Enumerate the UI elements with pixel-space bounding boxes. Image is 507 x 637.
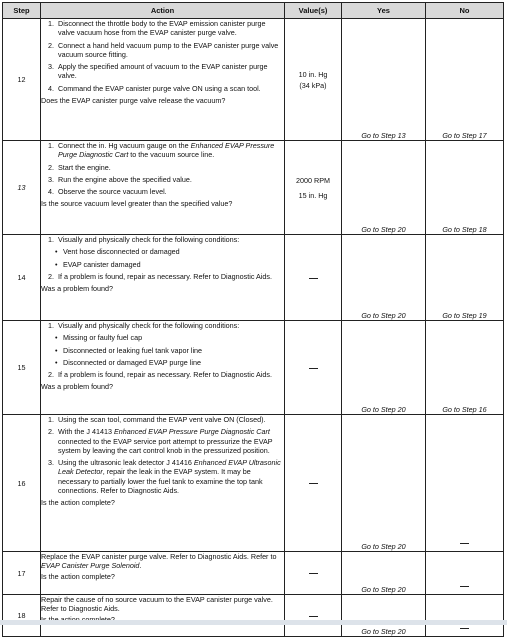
no-link[interactable]: Go to Step 16 bbox=[442, 405, 487, 414]
yes-link[interactable]: Go to Step 20 bbox=[361, 405, 406, 414]
value-cell: 2000 RPM 15 in. Hg bbox=[285, 141, 342, 235]
header-row bbox=[3, 3, 504, 19]
yes-cell bbox=[342, 415, 426, 552]
bottom-strip bbox=[0, 620, 507, 625]
action-text: Connect a hand held vacuum pump to the EVAP canister purge valve vacuum source fitting. bbox=[58, 40, 279, 59]
yes-cell bbox=[342, 552, 426, 595]
step-number: 13 bbox=[3, 141, 41, 235]
dash-mark bbox=[309, 278, 318, 279]
yes-link[interactable]: Go to Step 20 bbox=[361, 542, 406, 551]
bullet-item: Disconnected or damaged EVAP purge line bbox=[63, 357, 201, 367]
table-row bbox=[3, 19, 504, 141]
action-text: If a problem is found, repair as necessary. Refer to Diagnostic Aids. bbox=[58, 271, 272, 281]
yes-link[interactable]: Go to Step 20 bbox=[361, 585, 406, 594]
action-text: Command the EVAP canister purge valve ON using a scan tool. bbox=[58, 83, 261, 93]
question-text: Is the action complete? bbox=[41, 571, 115, 581]
no-cell bbox=[426, 235, 504, 321]
value-cell bbox=[285, 552, 342, 595]
dash-mark bbox=[309, 616, 318, 617]
table-row bbox=[3, 235, 504, 321]
bullet-item: EVAP canister damaged bbox=[63, 259, 141, 269]
table-row bbox=[3, 552, 504, 595]
header-action: Action bbox=[41, 3, 285, 19]
value-cell: 10 in. Hg (34 kPa) bbox=[285, 19, 342, 141]
diagnostic-table bbox=[2, 2, 504, 637]
no-link[interactable]: Go to Step 19 bbox=[442, 311, 487, 320]
step-number: 12 bbox=[3, 19, 41, 141]
yes-cell bbox=[342, 19, 426, 141]
table-row bbox=[3, 415, 504, 552]
yes-cell bbox=[342, 141, 426, 235]
action-text: Run the engine above the specified value. bbox=[58, 174, 192, 184]
action-text: Using the ultrasonic leak detector J 41416 Enhanced EVAP Ultrasonic Leak Detector, repair the leak in the EVAP system. It may be necessary to partially lower the fuel tank to examine the top tank connections. Refer to Diagnostic Aids. bbox=[58, 458, 281, 496]
bullet-item: Disconnected or leaking fuel tank vapor line bbox=[63, 345, 203, 355]
action-cell bbox=[41, 552, 285, 595]
yes-link[interactable]: Go to Step 20 bbox=[361, 627, 406, 636]
header-step: Step bbox=[3, 3, 41, 19]
table-row bbox=[3, 321, 504, 415]
table-row bbox=[3, 141, 504, 235]
value-cell bbox=[285, 235, 342, 321]
dash-mark bbox=[309, 573, 318, 574]
action-text: Apply the specified amount of vacuum to the EVAP canister purge valve. bbox=[58, 62, 268, 81]
yes-link[interactable]: Go to Step 20 bbox=[361, 225, 406, 234]
action-text: Start the engine. bbox=[58, 162, 111, 172]
action-text: Replace the EVAP canister purge valve. Refer to Diagnostic Aids. Refer to EVAP Canister Purge Solenoid. bbox=[41, 552, 277, 571]
action-text: Using the scan tool, command the EVAP vent valve ON (Closed). bbox=[58, 415, 266, 424]
yes-cell bbox=[342, 595, 426, 637]
question-text: Does the EVAP canister purge valve release the vacuum? bbox=[41, 96, 226, 106]
action-text: If a problem is found, repair as necessary. Refer to Diagnostic Aids. bbox=[58, 370, 272, 380]
no-cell bbox=[426, 595, 504, 637]
header-yes: Yes bbox=[342, 3, 426, 19]
action-cell: 1. Disconnect the throttle body to the EVAP emission canister purge valve vacuum hose from the EVAP canister purge valve. 2. Connect a hand held vacuum pump to the EVAP canister purge valve vacuum source fitting. 3. Apply the specified amount of vacuum to the EVAP canister purge valve. 4. Command the EVAP canister purge valve ON using a scan tool. Does the EVAP canister purge valve release the vacuum? bbox=[41, 19, 285, 141]
header-values: Value(s) bbox=[285, 3, 342, 19]
yes-cell bbox=[342, 235, 426, 321]
action-text: Visually and physically check for the following conditions: bbox=[58, 321, 240, 330]
no-cell bbox=[426, 552, 504, 595]
action-cell: 1. Visually and physically check for the following conditions: • Missing or faulty fuel cap • Disconnected or leaking fuel tank vapor line • Disconnected or damaged EVAP purge line 2. If a problem is found, repair as necessary. Refer to Diagnostic Aids. Was a problem found? bbox=[41, 321, 285, 415]
action-cell: 1. Visually and physically check for the following conditions: • Vent hose disconnected or damaged • EVAP canister damaged 2. If a problem is found, repair as necessary. Refer to Diagnostic Aids. Was a problem found? bbox=[41, 235, 285, 321]
no-link[interactable]: Go to Step 18 bbox=[442, 225, 487, 234]
action-cell bbox=[41, 595, 285, 637]
value-cell bbox=[285, 415, 342, 552]
step-number: 15 bbox=[3, 321, 41, 415]
value-cell bbox=[285, 595, 342, 637]
action-text: Disconnect the throttle body to the EVAP emission canister purge valve vacuum hose from the EVAP canister purge valve. bbox=[58, 19, 266, 38]
table-row bbox=[3, 595, 504, 637]
action-cell: 1. Using the scan tool, command the EVAP vent valve ON (Closed). 2. With the J 41413 Enhanced EVAP Pressure Purge Diagnostic Cart connected to the EVAP service port attempt to pressurize the EVAP system by leaving the cart control knob in the pressurized position. 3. Using the ultrasonic leak detector J 41416 Enhanced EVAP Ultrasonic Leak Detector, repair the leak in the EVAP system. It may be necessary to partially lower the fuel tank to examine the top tank connections. Refer to Diagnostic Aids. Is the action complete? bbox=[41, 415, 285, 552]
dash-mark bbox=[309, 368, 318, 369]
no-cell bbox=[426, 321, 504, 415]
step-number: 16 bbox=[3, 415, 41, 552]
dash-mark bbox=[460, 586, 469, 587]
yes-link[interactable]: Go to Step 20 bbox=[361, 311, 406, 320]
step-number: 17 bbox=[3, 552, 41, 595]
bullet-item: Vent hose disconnected or damaged bbox=[63, 247, 180, 257]
no-cell bbox=[426, 141, 504, 235]
header-no: No bbox=[426, 3, 504, 19]
action-cell: 1. Connect the in. Hg vacuum gauge on the Enhanced EVAP Pressure Purge Diagnostic Cart to the vacuum source line. 2. Start the engine. 3. Run the engine above the specified value. 4. Observe the source vacuum level. Is the source vacuum level greater than the specified value? bbox=[41, 141, 285, 235]
action-text: Connect the in. Hg vacuum gauge on the Enhanced EVAP Pressure Purge Diagnostic Cart to the vacuum source line. bbox=[58, 141, 275, 160]
action-text: Visually and physically check for the following conditions: bbox=[58, 235, 240, 244]
action-text: With the J 41413 Enhanced EVAP Pressure Purge Diagnostic Cart connected to the EVAP service port attempt to pressurize the EVAP system by leaving the cart control knob in the pressurized position. bbox=[58, 427, 273, 455]
dash-mark bbox=[460, 543, 469, 544]
value-cell bbox=[285, 321, 342, 415]
no-cell bbox=[426, 415, 504, 552]
dash-mark bbox=[309, 483, 318, 484]
action-text: Repair the cause of no source vacuum to the EVAP canister purge valve. Refer to Diagnostic Aids. bbox=[41, 595, 273, 614]
action-text: Observe the source vacuum level. bbox=[58, 187, 167, 197]
no-link[interactable]: Go to Step 17 bbox=[442, 131, 487, 140]
question-text: Was a problem found? bbox=[41, 284, 114, 294]
yes-link[interactable]: Go to Step 13 bbox=[361, 131, 406, 140]
step-number: 14 bbox=[3, 235, 41, 321]
step-number: 18 bbox=[3, 595, 41, 637]
bullet-item: Missing or faulty fuel cap bbox=[63, 333, 143, 343]
question-text: Is the action complete? bbox=[41, 498, 115, 508]
yes-cell bbox=[342, 321, 426, 415]
question-text: Is the source vacuum level greater than the specified value? bbox=[41, 199, 233, 209]
question-text: Was a problem found? bbox=[41, 382, 114, 392]
no-cell bbox=[426, 19, 504, 141]
dash-mark bbox=[460, 628, 469, 629]
